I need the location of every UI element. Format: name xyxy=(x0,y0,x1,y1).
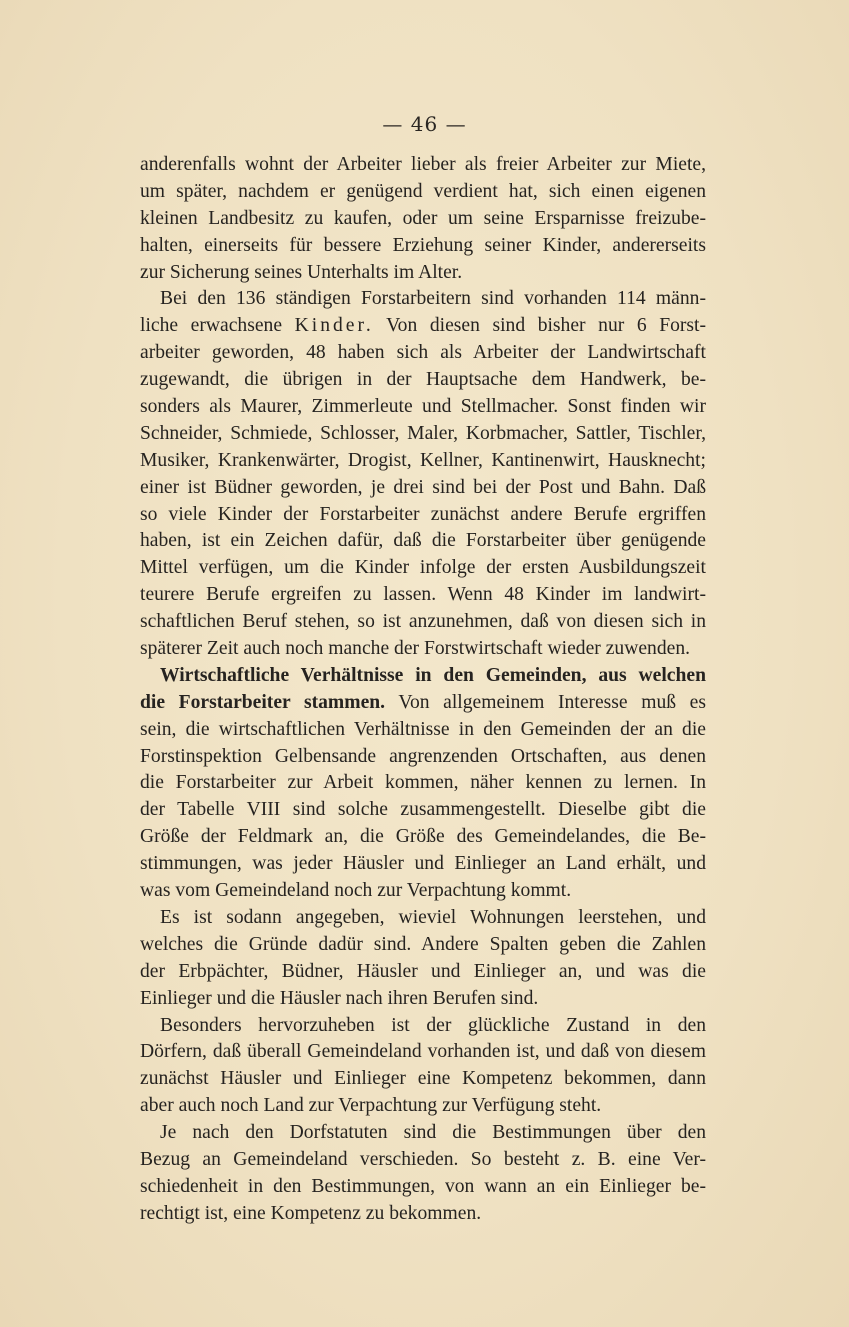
text-line: kleinen Landbesitz zu kaufen, oder um seine Ersparnisse freizube- xyxy=(140,207,706,229)
text-line: sonders als Maurer, Zimmerleute und Stellmacher. Sonst finden wir xyxy=(140,396,706,418)
text-line: Besonders hervorzuheben ist der glückliche Zustand in den xyxy=(160,1014,706,1036)
text-line: Einlieger und die Häusler nach ihren Berufen sind. xyxy=(140,987,539,1009)
text-line: Musiker, Krankenwärter, Drogist, Kellner, Kantinenwirt, Hausknecht; xyxy=(140,449,706,471)
text-line: stimmungen, was jeder Häusler und Einlieger an Land erhält, und xyxy=(140,853,706,875)
paragraph xyxy=(140,286,706,662)
text-line: Bei den 136 ständigen Forstarbeitern sind vorhanden 114 männ- xyxy=(160,288,706,310)
text-line: halten, einerseits für bessere Erziehung seiner Kinder, andererseits xyxy=(140,234,706,256)
text-line: Bezug an Gemeindeland verschieden. So besteht z. B. eine Ver- xyxy=(140,1148,706,1170)
paragraph xyxy=(140,152,706,286)
text-line: späterer Zeit auch noch manche der Forstwirtschaft wieder zuwenden. xyxy=(140,638,691,660)
paragraph xyxy=(140,905,706,1013)
text-line: Je nach den Dorfstatuten sind die Bestimmungen über den xyxy=(160,1122,706,1144)
text-line: zugewandt, die übrigen in der Hauptsache dem Handwerk, be- xyxy=(140,369,706,391)
paragraph xyxy=(140,1013,706,1121)
text-line: einer ist Büdner geworden, je drei sind bei der Post und Bahn. Daß xyxy=(140,476,706,498)
body-text xyxy=(140,152,706,1228)
section-heading: Wirtschaftliche Verhältnisse in den Gemeinden, aus welchen xyxy=(160,664,706,686)
text-line: Schneider, Schmiede, Schlosser, Maler, Korbmacher, Sattler, Tischler, xyxy=(140,422,706,444)
text-line: aber auch noch Land zur Verpachtung zur Verfügung steht. xyxy=(140,1095,602,1117)
text-line: Mittel verfügen, um die Kinder infolge der ersten Ausbildungszeit xyxy=(140,557,706,579)
text-line: rechtigt ist, eine Kompetenz zu bekommen. xyxy=(140,1202,482,1224)
text-line: Forstinspektion Gelbensande angrenzenden Ortschaften, aus denen xyxy=(140,745,706,767)
text-fragment: Von allgemeinem Interesse muß es xyxy=(398,691,706,713)
text-line: schaftlichen Beruf stehen, so ist anzunehmen, daß von diesen sich in xyxy=(140,611,706,633)
text-line: zunächst Häusler und Einlieger eine Kompetenz bekommen, dann xyxy=(140,1068,706,1090)
page-number: — 46 — xyxy=(382,112,467,136)
text-line: was vom Gemeindeland noch zur Verpachtung kommt. xyxy=(140,880,572,902)
text-line: anderenfalls wohnt der Arbeiter lieber als freier Arbeiter zur Miete, xyxy=(140,154,706,175)
text-line: sein, die wirtschaftlichen Verhältnisse in den Gemeinden der an die xyxy=(140,718,706,740)
paragraph xyxy=(140,1120,706,1228)
text-line xyxy=(140,313,706,340)
text-line: schiedenheit in den Bestimmungen, von wann an ein Einlieger be- xyxy=(140,1175,706,1197)
spaced-word: Kinder. xyxy=(294,315,374,337)
text-line: zur Sicherung seines Unterhalts im Alter. xyxy=(140,261,463,283)
text-line: welches die Gründe dadür sind. Andere Spalten geben die Zahlen xyxy=(140,933,706,955)
text-line: arbeiter geworden, 48 haben sich als Arbeiter der Landwirtschaft xyxy=(140,342,706,364)
text-line: teurere Berufe ergreifen zu lassen. Wenn 48 Kinder im landwirt- xyxy=(140,584,706,606)
text-line: haben, ist ein Zeichen dafür, daß die Forstarbeiter über genügende xyxy=(140,530,706,552)
text-line: Größe der Feldmark an, die Größe des Gemeindelandes, die Be- xyxy=(140,826,706,848)
text-line: um später, nachdem er genügend verdient hat, sich einen eigenen xyxy=(140,180,706,202)
text-line: der Erbpächter, Büdner, Häusler und Einlieger an, und was die xyxy=(140,960,706,982)
section-heading-continued: die Forstarbeiter stammen. xyxy=(140,691,386,713)
text-line: so viele Kinder der Forstarbeiter zunächst andere Berufe ergriffen xyxy=(140,503,706,525)
text-line: Dörfern, daß überall Gemeindeland vorhanden ist, und daß von diesem xyxy=(140,1041,706,1063)
paragraph xyxy=(140,663,706,905)
text-line: Es ist sodann angegeben, wieviel Wohnungen leerstehen, und xyxy=(160,906,706,928)
text-fragment: Von diesen sind bisher nur 6 Forst- xyxy=(386,315,707,337)
text-line: die Forstarbeiter zur Arbeit kommen, näher kennen zu lernen. In xyxy=(140,772,706,794)
text-fragment: liche erwachsene xyxy=(140,315,283,337)
text-line xyxy=(140,690,706,717)
text-line: der Tabelle VIII sind solche zusammengestellt. Dieselbe gibt die xyxy=(140,799,706,821)
